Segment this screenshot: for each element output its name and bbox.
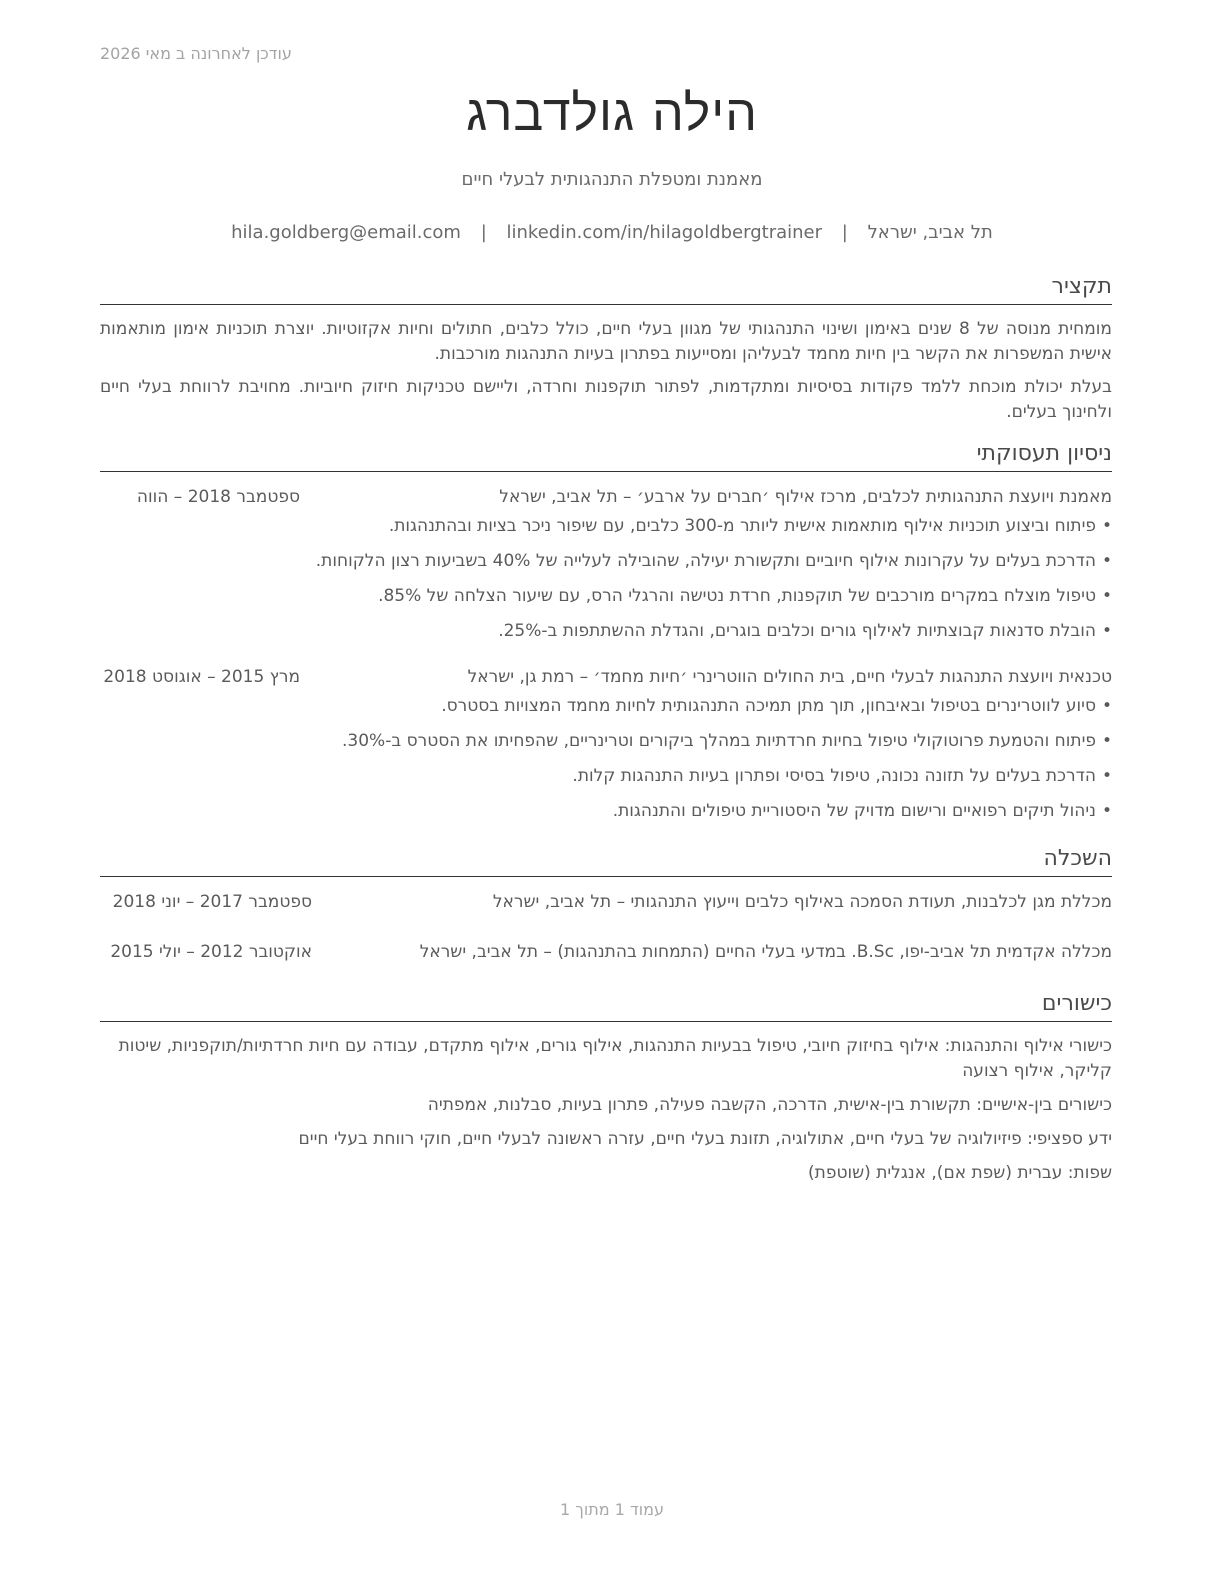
education-date: אוקטובר 2012 – יולי 2015 [110,942,312,962]
bullet-icon: • [1101,551,1112,571]
job-date: מרץ 2015 – אוגוסט 2018 [103,667,300,687]
bullet-icon: • [1101,696,1112,716]
bullet-icon: • [1101,801,1112,821]
contact-line [0,222,1224,243]
job-title: מאמנת ויועצת התנהגותית לכלבים, מרכז אילוף ׳חברים על ארבע׳ – תל אביב, ישראל [499,487,1112,507]
page-number: עמוד 1 מתוך 1 [560,1500,664,1519]
section-title-skills: כישורים [100,989,1112,1022]
education-section [100,844,1112,965]
separator: | [480,222,487,243]
experience-section [100,439,1112,824]
list-item: • פיתוח והטמעת פרוטוקולי טיפול בחיות חרדתיות במהלך ביקורים וטרינריים, שהפחיתו את הסטרס ב-30%. [100,729,1096,754]
section-title-education: השכלה [100,844,1112,877]
skill-line: כישורים בין-אישיים: תקשורת בין-אישית, הדרכה, הקשבה פעילה, פתרון בעיות, סבלנות, אמפתיה [427,1095,1112,1115]
skill-line: כישורי אילוף והתנהגות: אילוף בחיזוק חיובי, טיפול בבעיות התנהגות, אילוף גורים, אילוף מתקדם, עבודה עם חיות חרדתיות/תוקפניות, שיטות קליקר, אילוף רצועה [118,1036,1112,1081]
location: תל אביב, ישראל [867,222,993,243]
list-item: • הובלת סדנאות קבוצתיות לאילוף גורים וכלבים בוגרים, והגדלת ההשתתפות ב-25%. [100,619,1096,644]
resume-body [100,272,1112,1195]
job-bullets [100,694,1112,824]
job-entry [100,484,1112,644]
list-item: • טיפול מוצלח במקרים מורכבים של תוקפנות, חרדת נטישה והרגלי הרס, עם שיעור הצלחה של 85%. [100,584,1096,609]
job-entry [100,664,1112,824]
bullet-icon: • [1101,766,1112,786]
list-item: • סיוע לווטרינרים בטיפול ובאיבחון, תוך מתן תמיכה התנהגותית לחיות מחמד המצויות בסטרס. [100,694,1096,719]
education-date: ספטמבר 2017 – יוני 2018 [112,892,312,912]
bullet-icon: • [1101,621,1112,641]
education-text: מכללת מגן לכלבנות, תעודת הסמכה באילוף כלבים וייעוץ התנהגותי – תל אביב, ישראל [492,892,1112,912]
list-item: • הדרכת בעלים על עקרונות אילוף חיוביים ותקשורת יעילה, שהובילה לעלייה של 40% בשביעות רצון הלקוחות. [100,549,1096,574]
education-entry [100,889,1112,915]
job-bullets [100,514,1112,644]
job-header [100,664,1112,690]
list-item: • פיתוח וביצוע תוכניות אילוף מותאמות אישית ליותר מ-300 כלבים, עם שיפור ניכר בציות ובהתנהגות. [100,514,1096,539]
candidate-role: מאמנת ומטפלת התנהגותית לבעלי חיים [461,169,763,190]
separator: | [841,222,848,243]
summary-section [100,272,1112,425]
linkedin-link[interactable]: linkedin.com/in/hilagoldbergtrainer [506,222,823,243]
job-header [100,484,1112,510]
bullet-icon: • [1101,586,1112,606]
education-text: מכללה אקדמית תל אביב-יפו, B.Sc. במדעי בעלי החיים (התמחות בהתנהגות) – תל אביב, ישראל [419,942,1112,962]
skills-section [100,989,1112,1186]
email-link[interactable]: hila.goldberg@email.com [231,222,461,243]
bullet-icon: • [1101,731,1112,751]
section-title-summary: תקציר [100,272,1112,305]
job-title: טכנאית ויועצת התנהגות לבעלי חיים, בית החולים הווטרינרי ׳חיות מחמד׳ – רמת גן, ישראל [467,667,1112,687]
bullet-icon: • [1101,516,1112,536]
education-entry [100,939,1112,965]
list-item: • ניהול תיקים רפואיים ורישום מדויק של היסטוריית טיפולים והתנהגות. [100,799,1096,824]
section-title-experience: ניסיון תעסוקתי [100,439,1112,472]
job-date: ספטמבר 2018 – הווה [136,487,300,507]
summary-paragraph: בעלת יכולת מוכחת ללמד פקודות בסיסיות ומתקדמות, לפתור תוקפנות וחרדה, וליישם טכניקות חיזוק חיוביות. מחויבת לרווחת בעלי חיים ולחינוך בעלים. [100,377,1112,422]
list-item: • הדרכת בעלים על תזונה נכונה, טיפול בסיסי ופתרון בעיות התנהגות קלות. [100,764,1096,789]
skill-line: ידע ספציפי: פיזיולוגיה של בעלי חיים, אתולוגיה, תזונת בעלי חיים, עזרה ראשונה לבעלי חיים, חוקי רווחת בעלי חיים [298,1129,1112,1149]
summary-paragraph: מומחית מנוסה של 8 שנים באימון ושינוי התנהגותי של מגוון בעלי חיים, כולל כלבים, חתולים וחיות אקזוטיות. יוצרת תוכניות אימון מותאמות אישית המשפרות את הקשר בין חיות מחמד לבעליהן ומסייעות בפתרון בעיות התנהגות מורכבות. [100,319,1112,364]
last-updated: עודכן לאחרונה ב מאי 2026 [100,44,292,63]
candidate-name: הילה גולדברג [466,84,758,142]
skill-line: שפות: עברית (שפת אם), אנגלית (שוטפת) [808,1163,1112,1183]
